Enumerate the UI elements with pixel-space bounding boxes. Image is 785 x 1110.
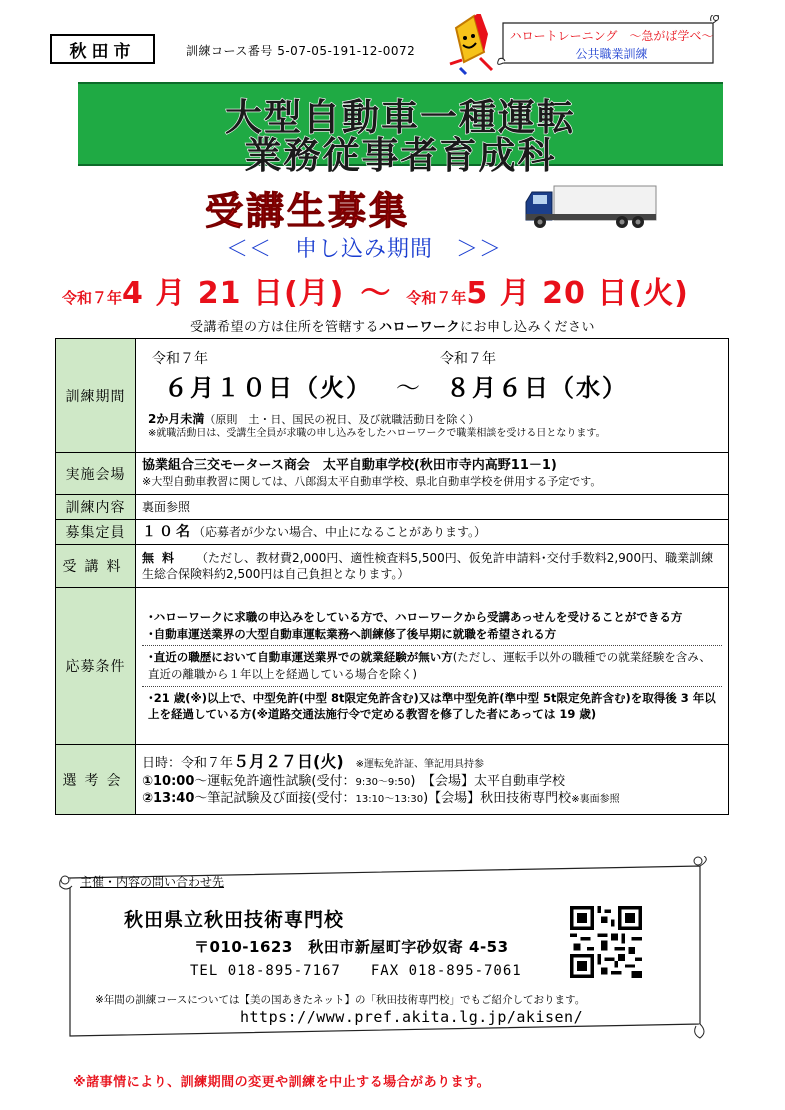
apply-notice: [0, 316, 785, 335]
period-era-end: 令和７年: [440, 351, 496, 368]
row-requirements: [56, 588, 729, 745]
mascot-icon: [440, 14, 496, 76]
qr-code-icon[interactable]: [570, 906, 642, 978]
label-training-period: 訓練期間: [56, 339, 136, 453]
label-selection: 選考会: [56, 745, 136, 815]
selection-2-time: ②13:40: [142, 791, 195, 807]
selection-1-text: ～運転免許適性試験(受付：: [194, 773, 356, 789]
row-training-period: [56, 339, 729, 453]
venue-note: ※大型自動車教習に関しては、八郎潟太平自動車学校、県北自動車学校を併用する予定です。: [142, 474, 602, 488]
requirement-1-text: ･ハローワークに求職の申込みをしている方で、ハローワークから受講あっせんを受けることができる方: [148, 609, 683, 624]
course-info-table: [55, 338, 729, 815]
capacity-note: （応募者が少ない場合、中止になることがあります。）: [193, 524, 487, 539]
period-duration-note: （原則 土・日、国民の祝日、及び就職活動日を除く）: [204, 412, 480, 426]
school-name: 秋田県立秋田技術専門校: [124, 909, 345, 931]
selection-2-venue: )【会場】秋田技術専門校: [423, 791, 572, 807]
apply-end-era: 令和７年: [406, 289, 467, 307]
period-start: ６月１０日（火）: [164, 374, 372, 403]
venue-main: 協業組合三交モータース商会 太平自動車学校(秋田市寺内高野11－1): [142, 458, 557, 474]
row-content: [56, 495, 729, 520]
course-number: 訓練コース番号 5-07-05-191-12-0072: [186, 44, 416, 58]
school-url[interactable]: https://www.pref.akita.lg.jp/akisen/: [240, 1008, 584, 1026]
label-capacity: 募集定員: [56, 520, 136, 545]
selection-date-pre: 日時：令和７年: [142, 756, 234, 772]
requirement-3: [142, 646, 722, 686]
selection-1-venue: ) 【会場】太平自動車学校: [410, 773, 565, 789]
period-era-start: 令和７年: [152, 351, 208, 368]
selection-1-reception: 9:30～9:50: [355, 776, 411, 788]
row-selection: [56, 745, 729, 815]
selection-date-note: ※運転免許証、筆記用具持参: [355, 759, 485, 771]
training-tag-scroll: [497, 15, 723, 67]
apply-start-era: 令和７年: [62, 289, 123, 307]
tag-line-public-training: 公共職業訓練: [575, 47, 648, 61]
notice-hello-work: ハローワーク: [378, 320, 460, 335]
requirement-4-text: ･21 歳(※)以上で、中型免許(中型 8t限定免許含む)又は準中型免許(準中型 5t限定免許含む)を取得後 3 年以上を経過している方(※道路交通法施行令で定める教習を修了した者にあっては 19 歳): [148, 690, 716, 722]
fee-detail: （ただし、教材費2,000円、適性検査料5,500円、仮免許申請料･交付手数料2,900円、職業訓練生総合保険料約2,500円は自己負担となります。）: [142, 550, 714, 581]
period-end: ８月６日（水）: [446, 374, 628, 403]
apply-period-label: ＜＜ 申し込み期間 ＞＞: [226, 237, 503, 262]
fee-free: 無料: [142, 550, 183, 565]
value-training-period: [136, 339, 729, 453]
notice-pre: 受講希望の方は住所を管轄する: [189, 320, 379, 335]
apply-start-date: 4 月 21 日(月): [122, 276, 345, 311]
city-badge: [50, 34, 155, 64]
label-requirements: 応募条件: [56, 588, 136, 745]
selection-1-time: ①10:00: [142, 773, 195, 789]
row-venue: [56, 453, 729, 495]
selection-date: ５月２７日(火): [233, 752, 344, 772]
apply-tilde: ～: [360, 276, 391, 311]
annual-course-note: ※年間の訓練コースについては【美の国あきたネット】の「秋田技術専門校」でもご紹介しております。: [95, 994, 586, 1006]
tag-line-hello-training: ハロートレーニング ～急がば学べ～: [509, 29, 714, 43]
value-content: 裏面参照: [136, 495, 729, 520]
label-venue: 実施会場: [56, 453, 136, 495]
school-tel-fax: TEL 018-895-7167 FAX 018-895-7061: [190, 963, 522, 979]
requirement-1: [142, 606, 722, 646]
requirement-3-note: (ただし、運転手以外の職種での就業経験を含み、直近の離職から１年以上を経過している場合を除く): [148, 650, 711, 681]
requirement-2-text: ･自動車運送業界の大型自動車運転業務へ訓練修了後早期に就職を希望される方: [148, 626, 557, 641]
title-band: [78, 82, 723, 177]
requirement-3-text: ･直近の職歴において自動車運送業界での就業経験が無い方: [148, 650, 453, 665]
notice-post: にお申し込みください: [460, 320, 596, 335]
requirement-4: [142, 687, 722, 726]
title-line-1: 大型自動車一種運転: [225, 96, 576, 139]
contact-header: 主催・内容の問い合わせ先: [80, 875, 225, 889]
label-fee: 受講料: [56, 545, 136, 588]
recruit-heading: 受講生募集: [205, 189, 411, 233]
selection-2-ref: ※裏面参照: [571, 794, 620, 806]
footer-warning: ※諸事情により、訓練期間の変更や訓練を中止する場合があります。: [73, 1075, 491, 1090]
capacity-value: １０名: [142, 523, 193, 540]
row-fee: [56, 545, 729, 588]
truck-icon: [522, 184, 658, 230]
school-address: 〒010-1623 秋田市新屋町字砂奴寄 4-53: [194, 938, 509, 956]
apply-dates: [62, 268, 732, 311]
selection-2-text: ～筆記試験及び面接(受付：: [194, 791, 356, 807]
apply-end-date: 5 月 20 日(火): [466, 276, 689, 311]
label-content: 訓練内容: [56, 495, 136, 520]
row-capacity: [56, 520, 729, 545]
period-note: ※就職活動日は、受講生全員が求職の申し込みをしたハローワークで職業相談を受ける日となります。: [148, 428, 606, 440]
city-label: 秋田市: [69, 41, 136, 62]
period-duration: 2か月未満: [148, 411, 205, 426]
selection-2-reception: 13:10～13:30: [355, 794, 424, 806]
title-line-2: 業務従事者育成科: [244, 134, 557, 177]
period-tilde: ～: [396, 374, 422, 403]
